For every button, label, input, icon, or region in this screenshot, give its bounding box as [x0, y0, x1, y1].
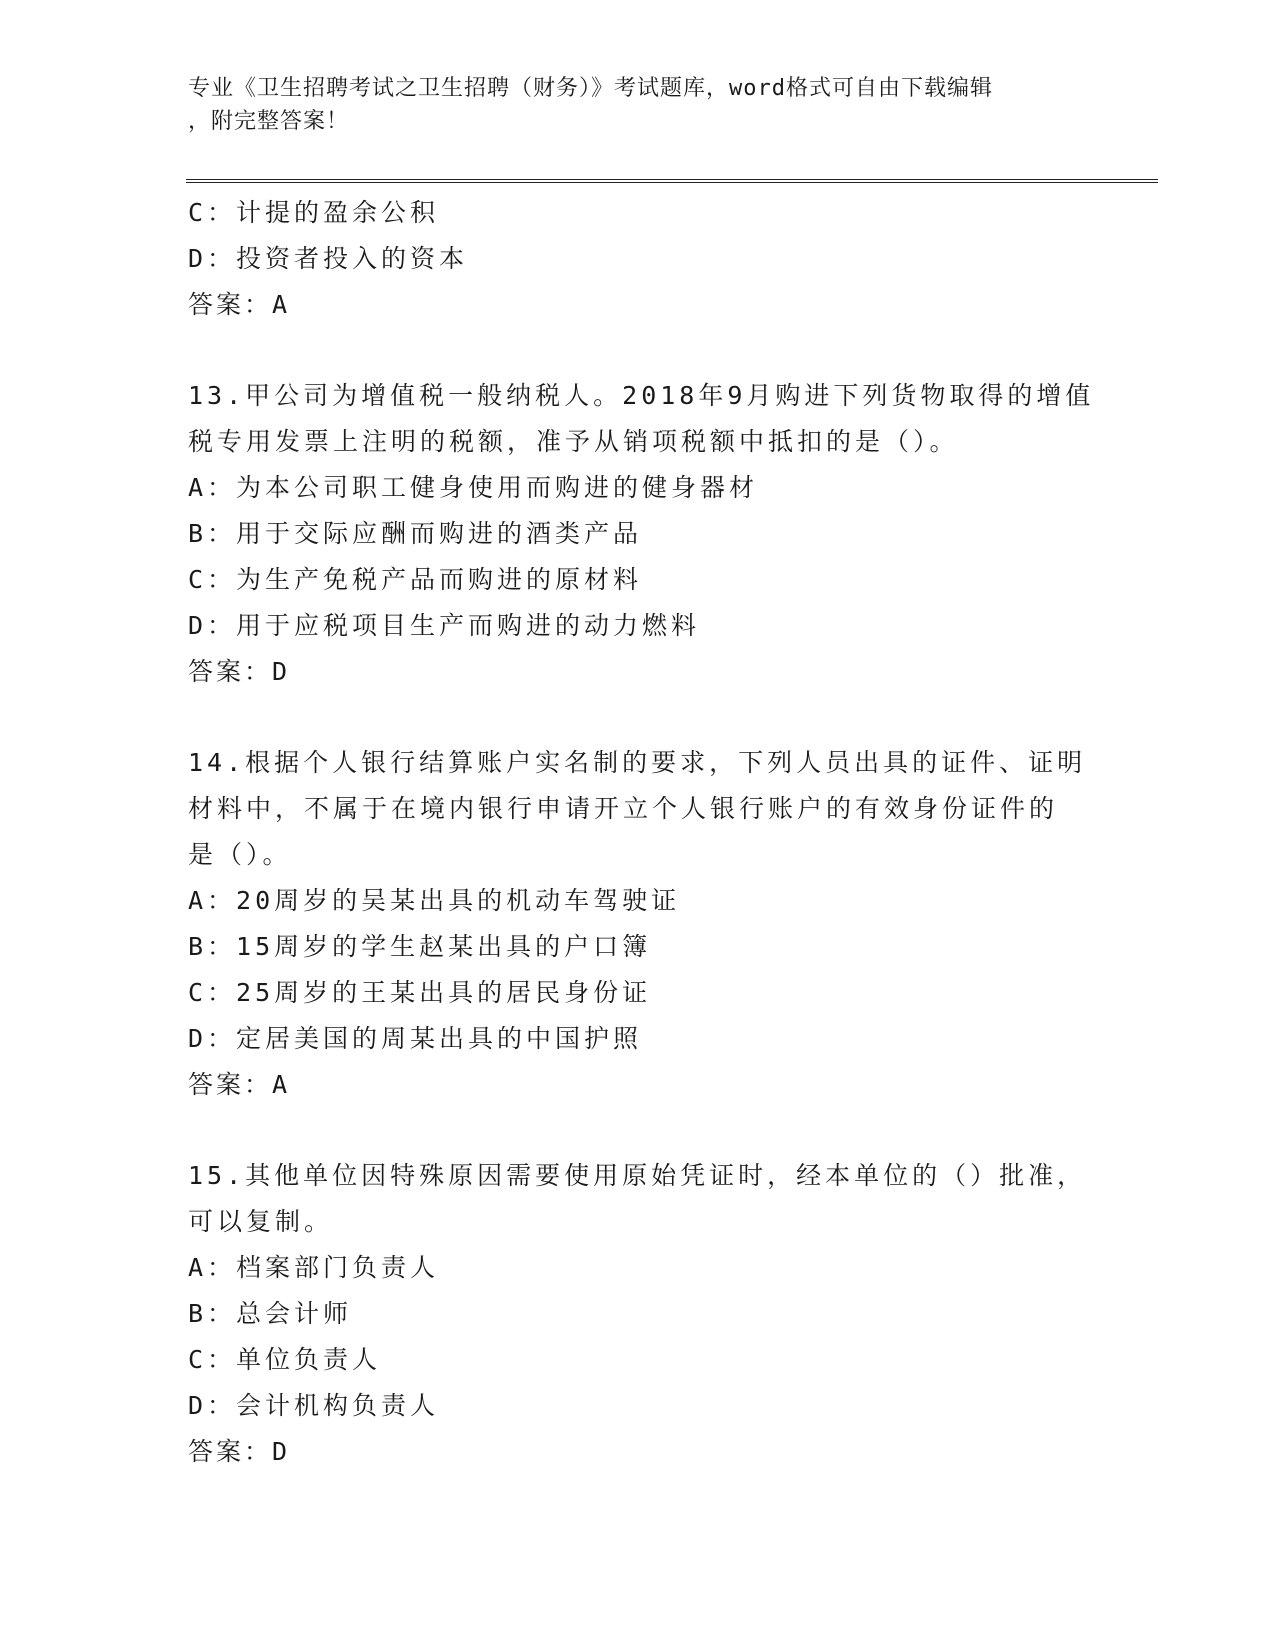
question-text-line: 是（）。: [188, 840, 292, 869]
option-b: B：总会计师: [188, 1299, 353, 1328]
answer-line: 答案：A: [188, 1070, 291, 1099]
question-text-line: 材料中，不属于在境内银行申请开立个人银行账户的有效身份证件的: [188, 794, 1059, 823]
question-13: [188, 373, 1095, 695]
question-text-line: 15.其他单位因特殊原因需要使用原始凭证时，经本单位的（）批准，: [188, 1161, 1087, 1190]
header-rule-top: [186, 179, 1158, 180]
option-a: A：档案部门负责人: [188, 1253, 440, 1282]
option-c: C：为生产免税产品而购进的原材料: [188, 565, 643, 594]
document-body: [188, 190, 1095, 1475]
option-d: D：会计机构负责人: [188, 1391, 440, 1420]
option-d: D：定居美国的周某出具的中国护照: [188, 1024, 643, 1053]
option-c: C：单位负责人: [188, 1345, 382, 1374]
option-d: D：投资者投入的资本: [188, 244, 469, 273]
header-rule-bottom: [186, 182, 1158, 183]
question-text-line: 13.甲公司为增值税一般纳税人。2018年9月购进下列货物取得的增值: [188, 381, 1095, 410]
spacer: [188, 328, 1088, 373]
document-header: [188, 72, 1078, 138]
header-line-1: 专业《卫生招聘考试之卫生招聘（财务）》考试题库，word格式可自由下载编辑: [188, 76, 993, 101]
header-line-2: ，附完整答案！: [188, 109, 350, 134]
option-c: C：计提的盈余公积: [188, 198, 440, 227]
question-text-line: 税专用发票上注明的税额，准予从销项税额中抵扣的是（）。: [188, 427, 959, 456]
question-14: [188, 740, 1088, 1108]
option-a: A：20周岁的吴某出具的机动车驾驶证: [188, 886, 681, 915]
question-text-line: 14.根据个人银行结算账户实名制的要求，下列人员出具的证件、证明: [188, 748, 1087, 777]
question-15: [188, 1153, 1088, 1475]
answer-line: 答案：A: [188, 290, 291, 319]
spacer: [188, 1108, 1088, 1153]
option-d: D：用于应税项目生产而购进的动力燃料: [188, 611, 701, 640]
previous-question-tail: [188, 190, 1088, 328]
answer-line: 答案：D: [188, 1437, 291, 1466]
question-text-line: 可以复制。: [188, 1207, 334, 1236]
option-b: B：用于交际应酬而购进的酒类产品: [188, 519, 643, 548]
spacer: [188, 695, 1088, 740]
option-c: C：25周岁的王某出具的居民身份证: [188, 978, 652, 1007]
option-a: A：为本公司职工健身使用而购进的健身器材: [188, 473, 759, 502]
answer-line: 答案：D: [188, 657, 291, 686]
option-b: B：15周岁的学生赵某出具的户口簿: [188, 932, 652, 961]
